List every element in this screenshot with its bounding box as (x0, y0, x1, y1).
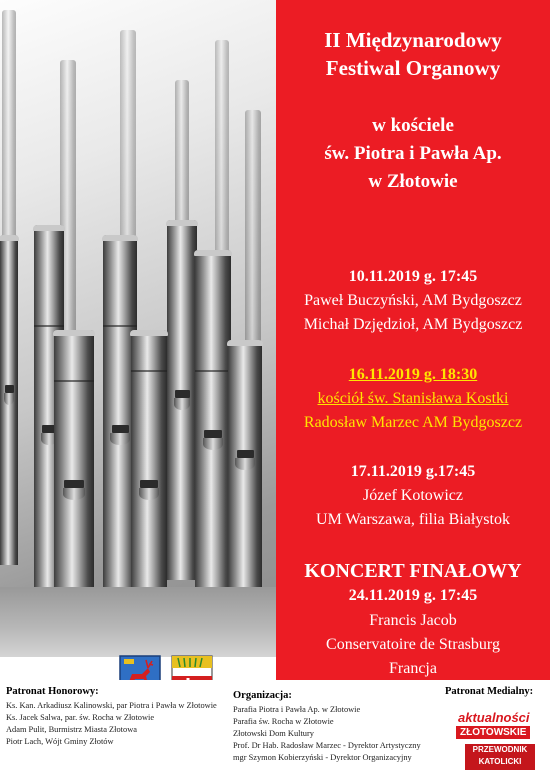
event-2-performer: Radosław Marzec AM Bydgoszcz (303, 414, 523, 431)
final-concert-performer: Francis Jacob (369, 612, 457, 629)
organizer: Parafia Piotra i Pawła Ap. w Złotowie (233, 705, 361, 714)
festival-title-line-2: Festiwal Organowy (325, 56, 501, 80)
event-2-date: 16.11.2019 g. 18:30 (348, 366, 478, 383)
final-concert-institution: Conservatoire de Strasburg (326, 636, 500, 653)
media-patronage-heading: Patronat Medialny: (445, 686, 534, 697)
final-concert-heading: KONCERT FINAŁOWY (304, 560, 522, 582)
final-concert-country: Francja (389, 660, 437, 677)
zlotowskie-logo: ZŁOTOWSKIE (456, 726, 530, 739)
organizer: Parafia św. Rocha w Złotowie (233, 717, 334, 726)
event-1-performer: Paweł Buczyński, AM Bydgoszcz (304, 292, 522, 309)
organizer: mgr Szymon Kobierzyński - Dyrektor Organizacyjny (233, 753, 412, 762)
organizer: Prof. Dr Hab. Radosław Marzec - Dyrektor Artystyczny (233, 741, 421, 750)
honorary-patron: Piotr Lach, Wójt Gminy Złotów (6, 737, 114, 746)
location-line-1: w kościele (372, 115, 454, 136)
location-line-3: w Złotowie (368, 171, 458, 192)
event-3-performer: Józef Kotowicz (363, 487, 463, 504)
honorary-patron: Adam Pulit, Burmistrz Miasta Złotowa (6, 725, 137, 734)
event-3-affiliation: UM Warszawa, filia Białystok (316, 511, 510, 528)
przewodnik-logo-line-2: KATOLICKI (478, 757, 522, 766)
final-concert-date: 24.11.2019 g. 17:45 (348, 587, 478, 604)
organ-pipes-photo (0, 0, 276, 657)
event-1-performer-2: Michał Dzjędzioł, AM Bydgoszcz (303, 316, 523, 333)
honorary-patron: Ks. Jacek Salwa, par. św. Rocha w Złotowie (6, 713, 155, 722)
festival-info-panel (276, 0, 550, 680)
festival-title-line-1: II Międzynarodowy (324, 28, 502, 52)
honorary-patronage-heading: Patronat Honorowy: (6, 686, 99, 697)
organizer: Złotowski Dom Kultury (233, 729, 314, 738)
location-line-2: św. Piotra i Pawła Ap. (324, 143, 502, 164)
organizers-heading: Organizacja: (233, 690, 292, 701)
przewodnik-logo-line-1: PRZEWODNIK (472, 745, 528, 754)
honorary-patron: Ks. Kan. Arkadiusz Kalinowski, par Piotra i Pawła w Złotowie (6, 701, 217, 710)
event-2-venue: kościół św. Stanisława Kostki (317, 390, 509, 407)
przewodnik-katolicki-logo (465, 744, 535, 770)
aktualnosci-logo: aktualności (458, 710, 530, 725)
event-1-date: 10.11.2019 g. 17:45 (348, 268, 478, 285)
event-3-date: 17.11.2019 g.17:45 (350, 463, 476, 480)
